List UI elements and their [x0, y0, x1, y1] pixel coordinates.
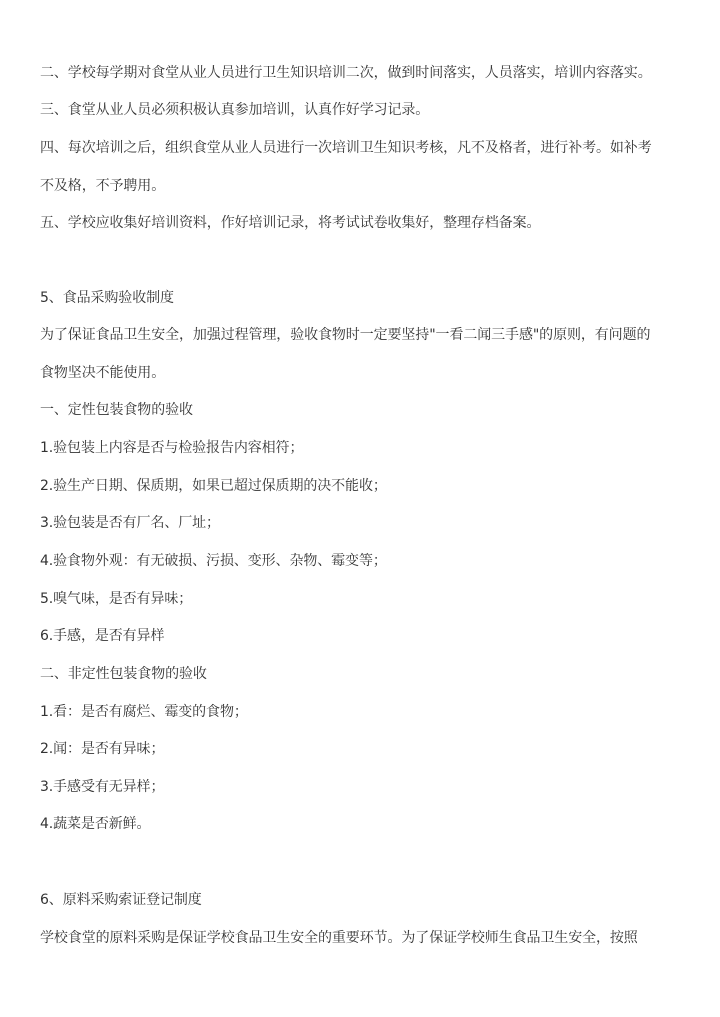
- section-heading-5: 5、食品采购验收制度: [40, 290, 174, 306]
- paragraph-training-exam: 四、每次培训之后，组织食堂从业人员进行一次培训卫生知识考核，凡不及格者，进行补考。如补考: [40, 140, 652, 156]
- list-item: 2.验生产日期、保质期，如果已超过保质期的决不能收；: [40, 478, 387, 494]
- list-item: 5.嗅气味，是否有异味；: [40, 591, 193, 607]
- subheading-packaged: 一、定性包装食物的验收: [40, 402, 193, 418]
- list-item: 3.手感受有无异样；: [40, 779, 165, 795]
- subheading-non-packaged: 二、非定性包装食物的验收: [40, 666, 207, 682]
- list-item: 1.验包装上内容是否与检验报告内容相符；: [40, 440, 304, 456]
- list-item: 2.闻：是否有异味；: [40, 741, 165, 757]
- paragraph-inspection-intro-cont: 食物坚决不能使用。: [40, 365, 166, 381]
- paragraph-training-attendance: 三、食堂从业人员必须积极认真参加培训，认真作好学习记录。: [40, 102, 430, 118]
- paragraph-training-exam-cont: 不及格，不予聘用。: [40, 178, 166, 194]
- list-item: 6.手感，是否有异样: [40, 628, 165, 644]
- list-item: 1.看：是否有腐烂、霉变的食物；: [40, 704, 248, 720]
- list-item: 4.蔬菜是否新鲜。: [40, 816, 151, 832]
- paragraph-procurement-intro: 学校食堂的原料采购是保证学校食品卫生安全的重要环节。为了保证学校师生食品卫生安全，按照: [40, 930, 638, 946]
- paragraph-training-records: 五、学校应收集好培训资料，作好培训记录，将考试试卷收集好，整理存档备案。: [40, 215, 541, 231]
- list-item: 3.验包装是否有厂名、厂址；: [40, 515, 220, 531]
- paragraph-training-frequency: 二、学校每学期对食堂从业人员进行卫生知识培训二次，做到时间落实，人员落实，培训内容落实。: [40, 65, 652, 81]
- section-heading-6: 6、原料采购索证登记制度: [40, 892, 202, 908]
- paragraph-inspection-intro: 为了保证食品卫生安全，加强过程管理，验收食物时一定要坚持"一看二闻三手感"的原则，有问题的: [40, 327, 651, 343]
- list-item: 4.验食物外观：有无破损、污损、变形、杂物、霉变等；: [40, 553, 387, 569]
